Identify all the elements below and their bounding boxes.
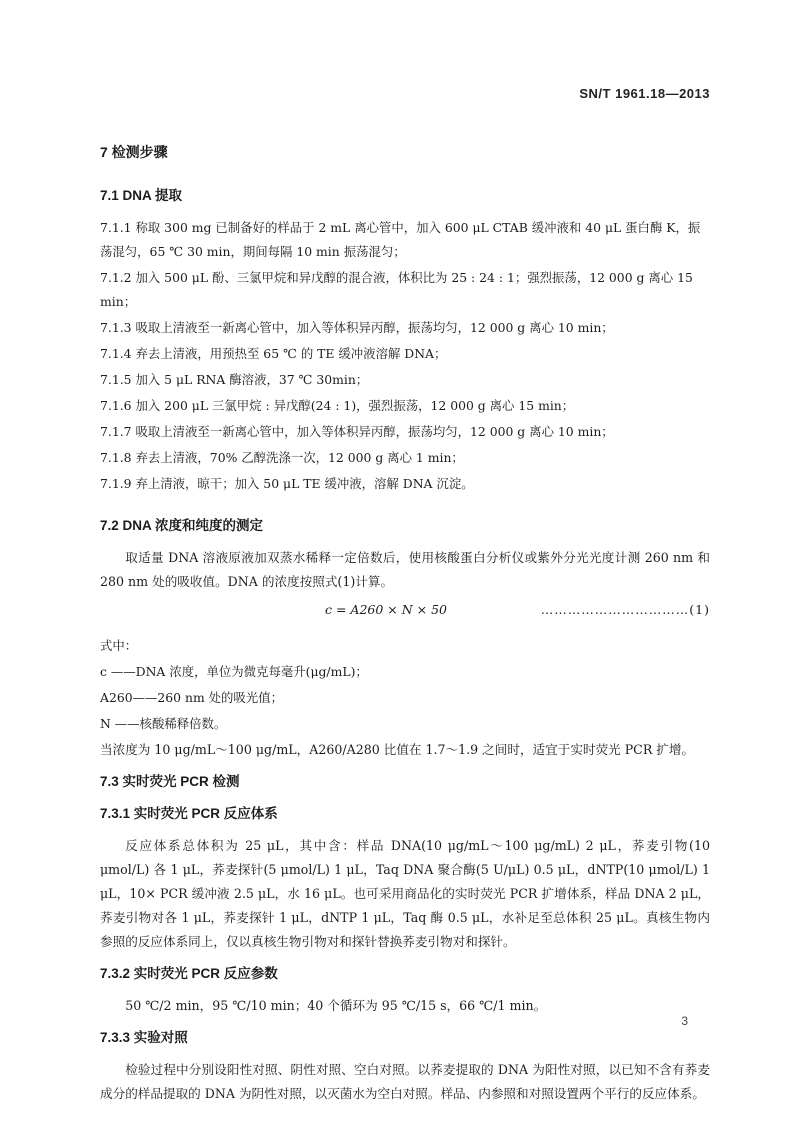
dna-extraction-list xyxy=(100,216,710,496)
equation-formula: c = A260 × N × 50 xyxy=(325,602,447,617)
list-item: 7.1.5 加入 5 μL RNA 酶溶液，37 ℃ 30min； xyxy=(100,372,369,387)
list-item: 7.1.2 加入 500 μL 酚、三氯甲烷和异戊醇的混合液，体积比为 25 : 24 : 1；强烈振荡，12 000 g 离心 15 min； xyxy=(100,270,693,309)
paragraph: 当浓度为 10 μg/mL～100 μg/mL，A260/A280 比值在 1.7～1.9 之间时，适宜于实时荧光 PCR 扩增。 xyxy=(100,742,695,757)
list-item: 7.1.8 弃去上清液，70% 乙醇洗涤一次，12 000 g 离心 1 min； xyxy=(100,450,464,465)
subsubsection-title-7-3-3: 7.3.3 实验对照 xyxy=(100,1030,188,1045)
page-number: 3 xyxy=(681,1014,688,1028)
formula-term: N ——核酸稀释倍数。 xyxy=(100,716,227,731)
subsection-title-7-3: 7.3 实时荧光 PCR 检测 xyxy=(100,774,240,789)
document-content xyxy=(100,142,710,1101)
equation-row xyxy=(100,602,710,626)
list-item: 7.1.6 加入 200 μL 三氯甲烷 : 异戊醇(24 : 1)，强烈振荡，12 000 g 离心 15 min； xyxy=(100,398,575,413)
subsection-title-7-1: 7.1 DNA 提取 xyxy=(100,188,183,203)
list-item: 7.1.4 弃去上清液，用预热至 65 ℃ 的 TE 缓冲液溶解 DNA； xyxy=(100,346,447,361)
list-item: 7.1.1 称取 300 mg 已制备好的样品于 2 mL 离心管中，加入 600 μL CTAB 缓冲液和 40 μL 蛋白酶 K，振荡混匀，65 ℃ 30 min，期间每隔 10 min 振荡混匀； xyxy=(100,220,701,259)
formula-term: 式中： xyxy=(100,638,138,653)
section-title: 7 检测步骤 xyxy=(100,144,168,160)
list-item: 7.1.7 吸取上清液至一新离心管中，加入等体积异丙醇，振荡均匀，12 000 g 离心 10 min； xyxy=(100,424,614,439)
list-item: 7.1.3 吸取上清液至一新离心管中，加入等体积异丙醇，振荡均匀，12 000 g 离心 10 min； xyxy=(100,320,614,335)
paragraph: 检验过程中分别设阳性对照、阴性对照、空白对照。以荞麦提取的 DNA 为阳性对照，以已知不含有荞麦成分的样品提取的 DNA 为阴性对照，以灭菌水为空白对照。样品、内参照和对照设置两个平行的反应体系。 xyxy=(100,1062,710,1101)
paragraph: 取适量 DNA 溶液原液加双蒸水稀释一定倍数后，使用核酸蛋白分析仪或紫外分光光度计测 260 nm 和 280 nm 处的吸收值。DNA 的浓度按照式(1)计算。 xyxy=(100,550,710,589)
subsection-title-7-2: 7.2 DNA 浓度和纯度的测定 xyxy=(100,518,264,533)
paragraph: 反应体系总体积为 25 μL，其中含：样品 DNA(10 μg/mL～100 μg/mL) 2 μL，荞麦引物(10 μmol/L) 各 1 μL，荞麦探针(5 μmol/L) 1 μL，Taq DNA 聚合酶(5 U/μL) 0.5 μL，dNTP(10 μmol/L) 1 μL，10× PCR 缓冲液 2.5 μL，水 16 μL。也可采用商品化的实时荧光 PCR 扩增体系，样品 DNA 2 μL，荞麦引物对各 1 μL，荞麦探针 1 μL，dNTP 1 μL，Taq 酶 0.5 μL，水补足至总体积 25 μL。真核生物内参照的反应体系同上，仅以真核生物引物对和探针替换荞麦引物对和探针。 xyxy=(100,838,710,949)
paragraph: 50 ℃/2 min，95 ℃/10 min；40 个循环为 95 ℃/15 s，66 ℃/1 min。 xyxy=(125,998,547,1013)
list-item: 7.1.9 弃上清液，晾干；加入 50 μL TE 缓冲液，溶解 DNA 沉淀。 xyxy=(100,476,474,491)
equation-number: ……………………………(1) xyxy=(540,602,710,617)
subsubsection-title-7-3-2: 7.3.2 实时荧光 PCR 反应参数 xyxy=(100,966,278,981)
formula-term: c ——DNA 浓度，单位为微克每毫升(μg/mL)； xyxy=(100,664,368,679)
standard-code: SN/T 1961.18—2013 xyxy=(579,86,710,101)
formula-term: A260——260 nm 处的吸光值； xyxy=(100,690,283,705)
subsubsection-title-7-3-1: 7.3.1 实时荧光 PCR 反应体系 xyxy=(100,806,278,821)
